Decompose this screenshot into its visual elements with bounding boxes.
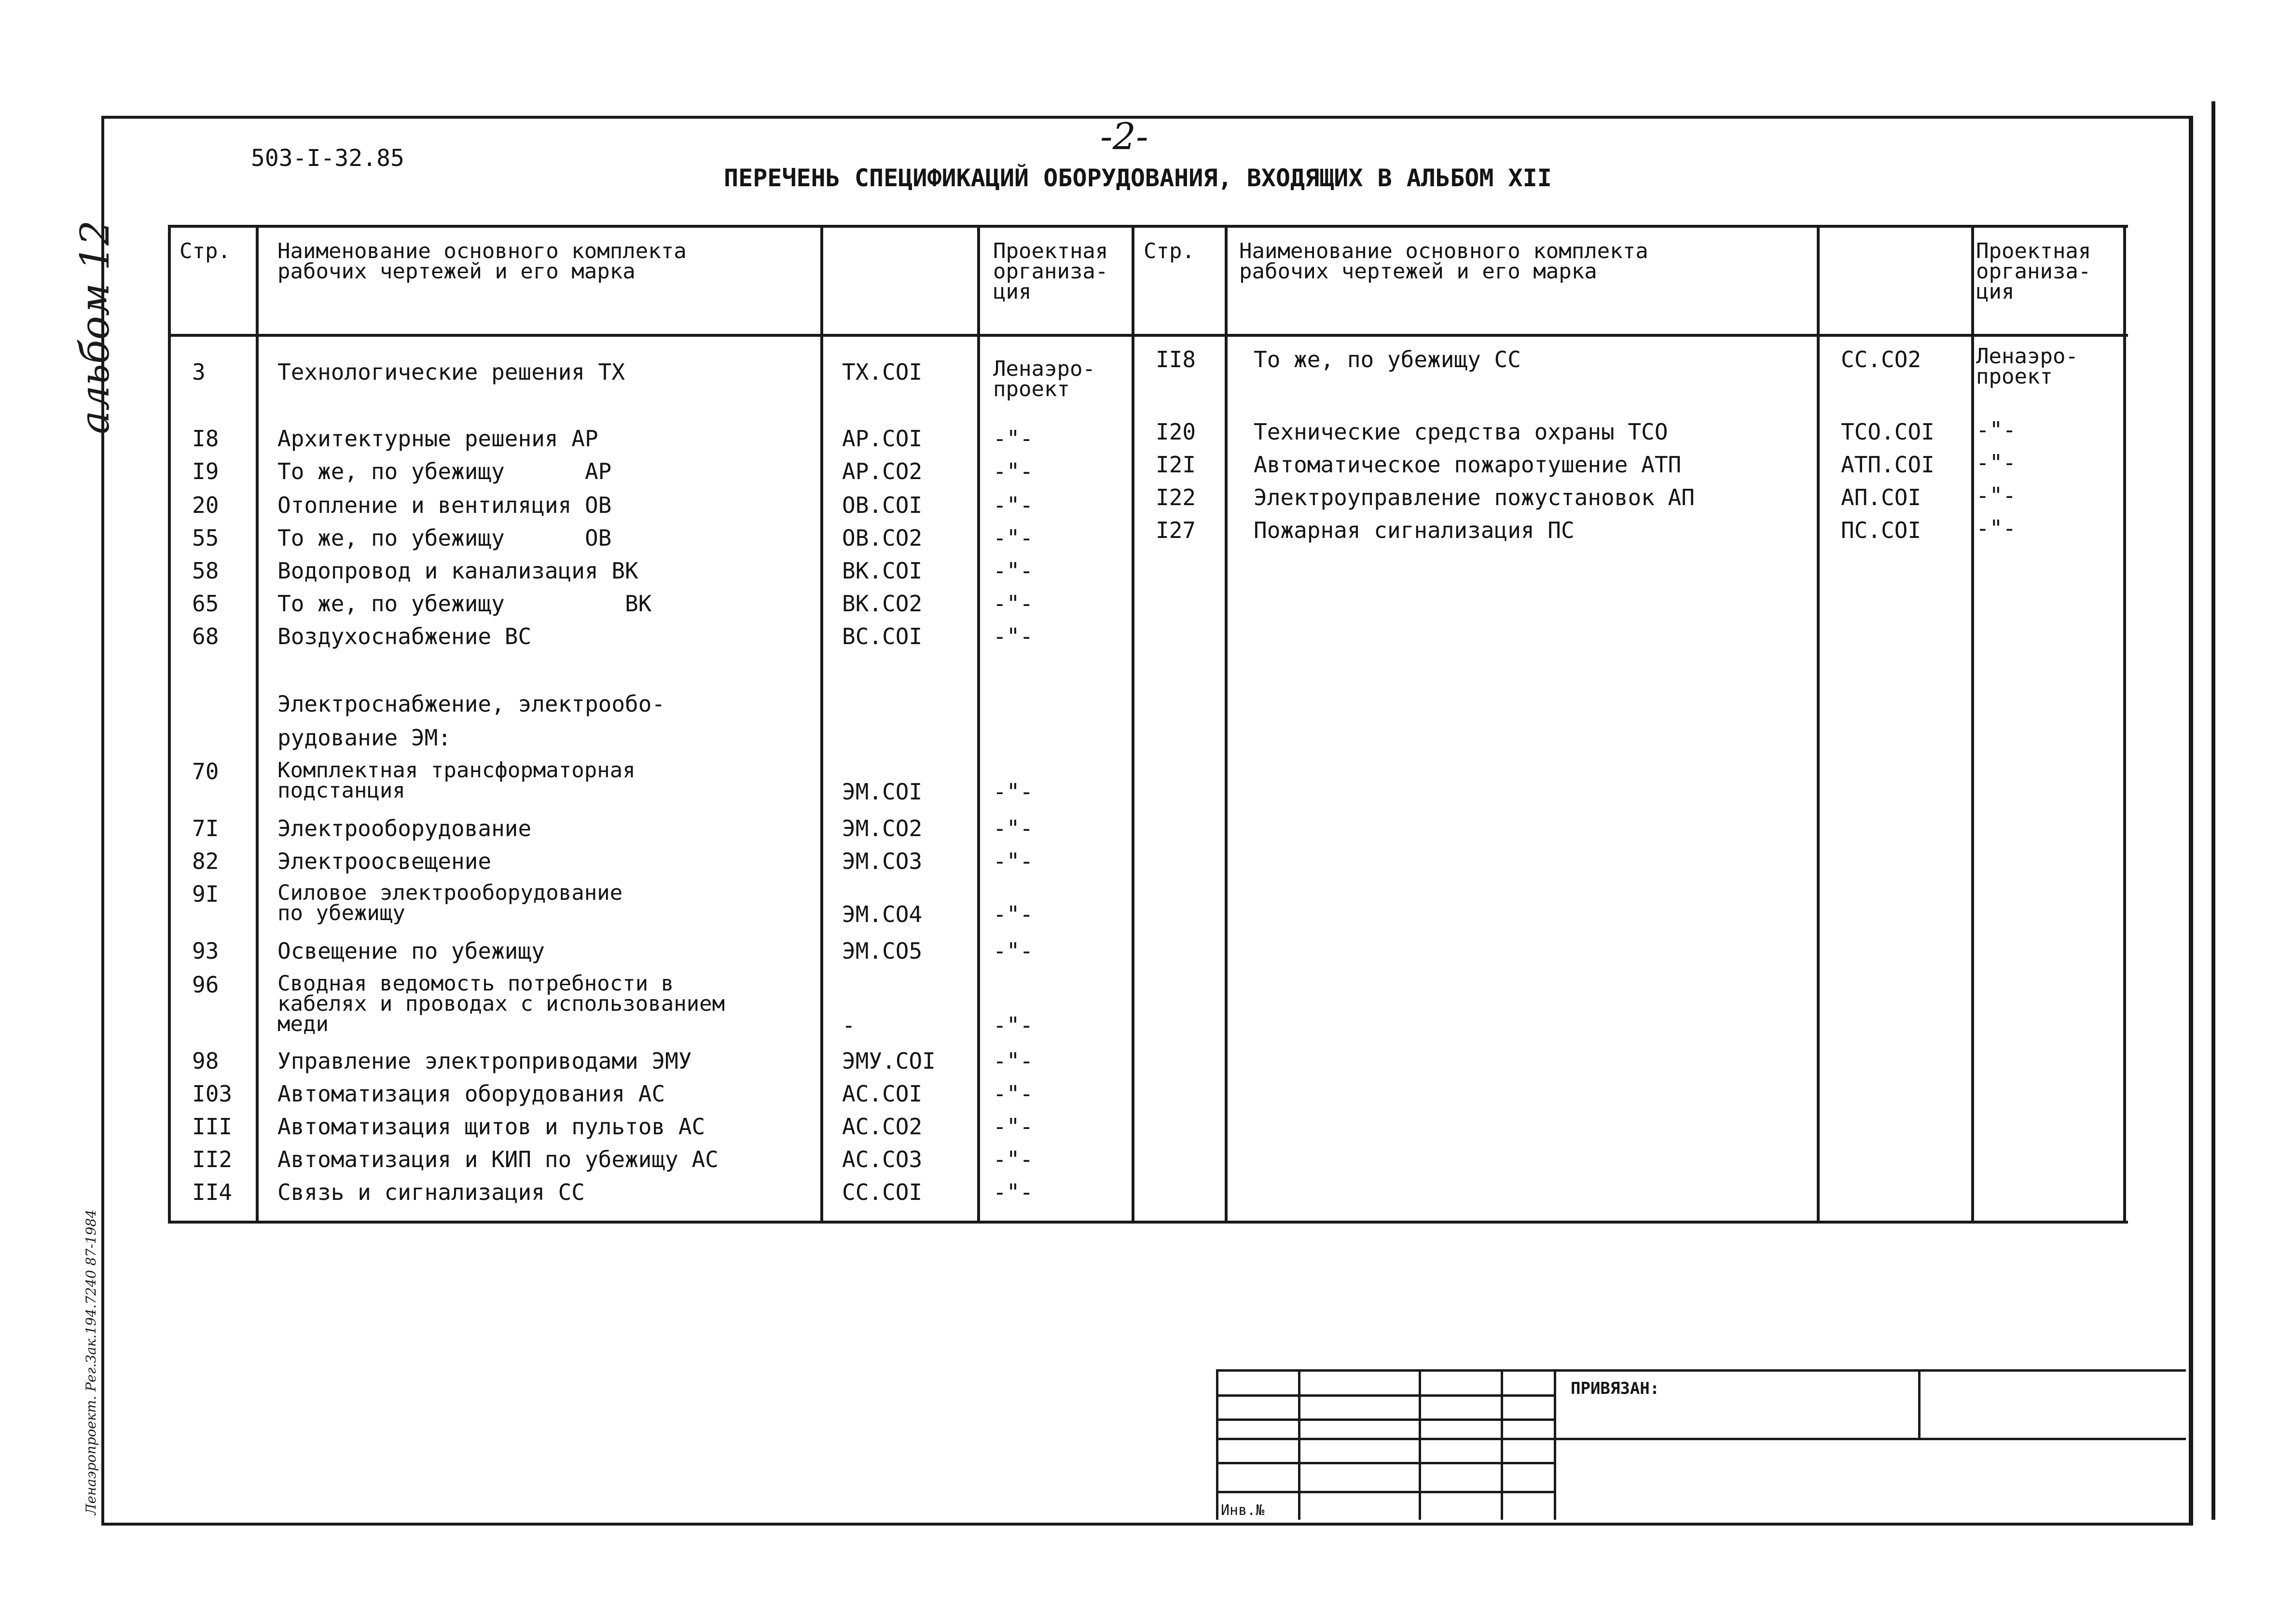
row-page: 68 <box>192 623 219 649</box>
stamp-rule <box>1216 1369 2186 1372</box>
row-designation: АС.СОI <box>842 1081 923 1107</box>
row-designation: ВС.СОI <box>842 623 923 649</box>
row-org: -"- <box>993 901 1034 927</box>
row-page: 70 <box>192 758 219 784</box>
row-name: Технологические решения ТХ <box>277 359 625 385</box>
row-designation: ЭМ.СО3 <box>842 848 923 874</box>
row-name: Пожарная сигнализация ПС <box>1254 517 1575 543</box>
row-page: 3 <box>192 359 206 385</box>
row-designation: ОВ.СО2 <box>842 525 923 551</box>
stamp-rule <box>1501 1369 1503 1520</box>
row-designation: АТП.СОI <box>1841 452 1935 478</box>
row-designation: ЭМУ.СОI <box>842 1048 936 1074</box>
row-name: Электроосвещение <box>277 848 492 874</box>
row-org: -"- <box>993 1114 1034 1140</box>
row-page: I22 <box>1156 484 1196 510</box>
row-designation: - <box>842 1012 856 1038</box>
row-page: I2I <box>1156 452 1196 478</box>
row-designation: ЭМ.СО2 <box>842 815 923 841</box>
row-name: Силовое электрооборудование по убежищу <box>277 881 623 925</box>
row-page: II2 <box>192 1146 233 1172</box>
row-name: Технические средства охраны ТСО <box>1254 419 1668 445</box>
row-name: Автоматизация оборудования АС <box>277 1081 665 1107</box>
row-org: -"- <box>993 492 1034 518</box>
print-margin-note: Ленаэропроект. Рег.Зак.194.7240 87-1984 <box>83 1209 99 1515</box>
row-name: рудование ЭМ: <box>277 725 452 751</box>
row-designation: АС.СО3 <box>842 1146 923 1172</box>
row-org: -"- <box>993 1048 1034 1074</box>
header-org: Проектная организа- ция <box>993 239 1108 304</box>
row-name: Автоматизация и КИП по убежищу АС <box>277 1146 719 1172</box>
row-page: I03 <box>192 1081 233 1107</box>
row-page: II4 <box>192 1179 233 1205</box>
document-title: ПЕРЕЧЕНЬ СПЕЦИФИКАЦИЙ ОБОРУДОВАНИЯ, ВХОДЯЩИХ В АЛЬБОМ XII <box>724 164 1552 192</box>
stamp-rule <box>1298 1369 1300 1520</box>
document-code: 503-I-32.85 <box>251 145 404 172</box>
row-name: Освещение по убежищу <box>277 938 545 964</box>
header-name: Наименование основного комплекта рабочих чертежей и его марка <box>277 239 687 284</box>
row-org: -"- <box>993 525 1034 551</box>
row-name: Электроснабжение, электрообо- <box>277 691 665 717</box>
stamp-inv-label: Инв.№ <box>1221 1502 1265 1519</box>
row-name: Архитектурные решения АР <box>277 426 598 452</box>
row-designation: ВК.СОI <box>842 558 923 584</box>
row-name: То же, по убежищу ВК <box>277 591 652 617</box>
row-page: I27 <box>1156 517 1196 543</box>
row-org: -"- <box>993 938 1034 964</box>
row-org: -"- <box>993 1012 1034 1038</box>
row-org: -"- <box>993 1081 1034 1107</box>
row-page: 20 <box>192 492 219 518</box>
row-designation: АП.СОI <box>1841 484 1921 510</box>
row-designation: АР.СО2 <box>842 458 923 484</box>
row-designation: СС.СОI <box>842 1179 923 1205</box>
page-number: -2- <box>1100 115 1148 158</box>
row-org: -"- <box>1976 515 2017 541</box>
stamp-rule <box>1216 1462 1554 1464</box>
stamp-rule <box>1216 1418 1554 1421</box>
row-org: -"- <box>993 815 1034 841</box>
row-org: -"- <box>993 848 1034 874</box>
row-org: -"- <box>993 591 1034 617</box>
row-org: Ленаэро- проект <box>993 357 1095 401</box>
header-org: Проектная организа- ция <box>1976 239 2091 304</box>
row-page: 65 <box>192 591 219 617</box>
stamp-rule <box>1554 1369 1556 1520</box>
stamp-rule <box>1216 1369 1218 1520</box>
row-org: -"- <box>993 1179 1034 1205</box>
row-page: 98 <box>192 1048 219 1074</box>
row-name: То же, по убежищу АР <box>277 458 612 484</box>
row-designation: ВК.СО2 <box>842 591 923 617</box>
row-name: Автоматическое пожаротушение АТП <box>1254 452 1682 478</box>
row-name: То же, по убежищу СС <box>1254 346 1521 372</box>
row-page: I8 <box>192 426 219 452</box>
row-org: -"- <box>993 558 1034 584</box>
row-designation: ТХ.СОI <box>842 359 923 385</box>
row-designation: ПС.СОI <box>1841 517 1921 543</box>
row-name: Сводная ведомость потребности в кабелях и проводах с использованием меди <box>277 971 725 1036</box>
row-name: Автоматизация щитов и пультов АС <box>277 1114 705 1140</box>
row-org: -"- <box>993 623 1034 649</box>
row-page: II8 <box>1156 346 1196 372</box>
row-org: -"- <box>993 426 1034 452</box>
stamp-rule <box>1216 1394 1554 1397</box>
row-name: Связь и сигнализация СС <box>277 1179 585 1205</box>
row-name: Электроуправление пожустановок АП <box>1254 484 1695 510</box>
row-page: I20 <box>1156 419 1196 445</box>
header-name: Наименование основного комплекта рабочих чертежей и его марка <box>1239 239 1648 284</box>
row-page: 96 <box>192 972 219 998</box>
row-designation: ТСО.СОI <box>1841 419 1935 445</box>
row-org: Ленаэро- проект <box>1976 344 2078 389</box>
row-name: Водопровод и канализация ВК <box>277 558 638 584</box>
row-page: 82 <box>192 848 219 874</box>
row-page: 7I <box>192 815 219 841</box>
header-page: Стр. <box>180 239 231 263</box>
row-org: -"- <box>1976 417 2017 443</box>
row-page: I9 <box>192 458 219 484</box>
row-designation: ОВ.СОI <box>842 492 923 518</box>
row-org: -"- <box>1976 482 2017 509</box>
row-org: -"- <box>993 779 1034 805</box>
row-name: Воздухоснабжение ВС <box>277 623 532 649</box>
row-org: -"- <box>993 1146 1034 1172</box>
row-name: Комплектная трансформаторная подстанция <box>277 758 636 803</box>
album-margin-note: альбом 12 <box>72 220 118 434</box>
row-designation: АР.СОI <box>842 426 923 452</box>
row-page: 58 <box>192 558 219 584</box>
stamp-rule <box>1419 1369 1421 1520</box>
header-page: Стр. <box>1144 239 1195 263</box>
row-designation: ЭМ.СО4 <box>842 901 923 927</box>
row-designation: СС.СО2 <box>1841 346 1921 372</box>
row-page: 9I <box>192 881 219 907</box>
row-org: -"- <box>1976 450 2017 476</box>
stamp-rule <box>1216 1491 1554 1493</box>
row-designation: ЭМ.СО5 <box>842 938 923 964</box>
row-name: Управление электроприводами ЭМУ <box>277 1048 692 1074</box>
row-page: 55 <box>192 525 219 551</box>
stamp-rule <box>1216 1438 2186 1440</box>
row-designation: ЭМ.СОI <box>842 779 923 805</box>
row-name: Отопление и вентиляция ОВ <box>277 492 612 518</box>
row-page: III <box>192 1114 233 1140</box>
row-org: -"- <box>993 458 1034 484</box>
row-name: То же, по убежищу ОВ <box>277 525 612 551</box>
stamp-bound-label: ПРИВЯЗАН: <box>1571 1379 1660 1398</box>
row-name: Электрооборудование <box>277 815 532 841</box>
row-page: 93 <box>192 938 219 964</box>
stamp-rule <box>1918 1369 1921 1438</box>
row-designation: АС.СО2 <box>842 1114 923 1140</box>
